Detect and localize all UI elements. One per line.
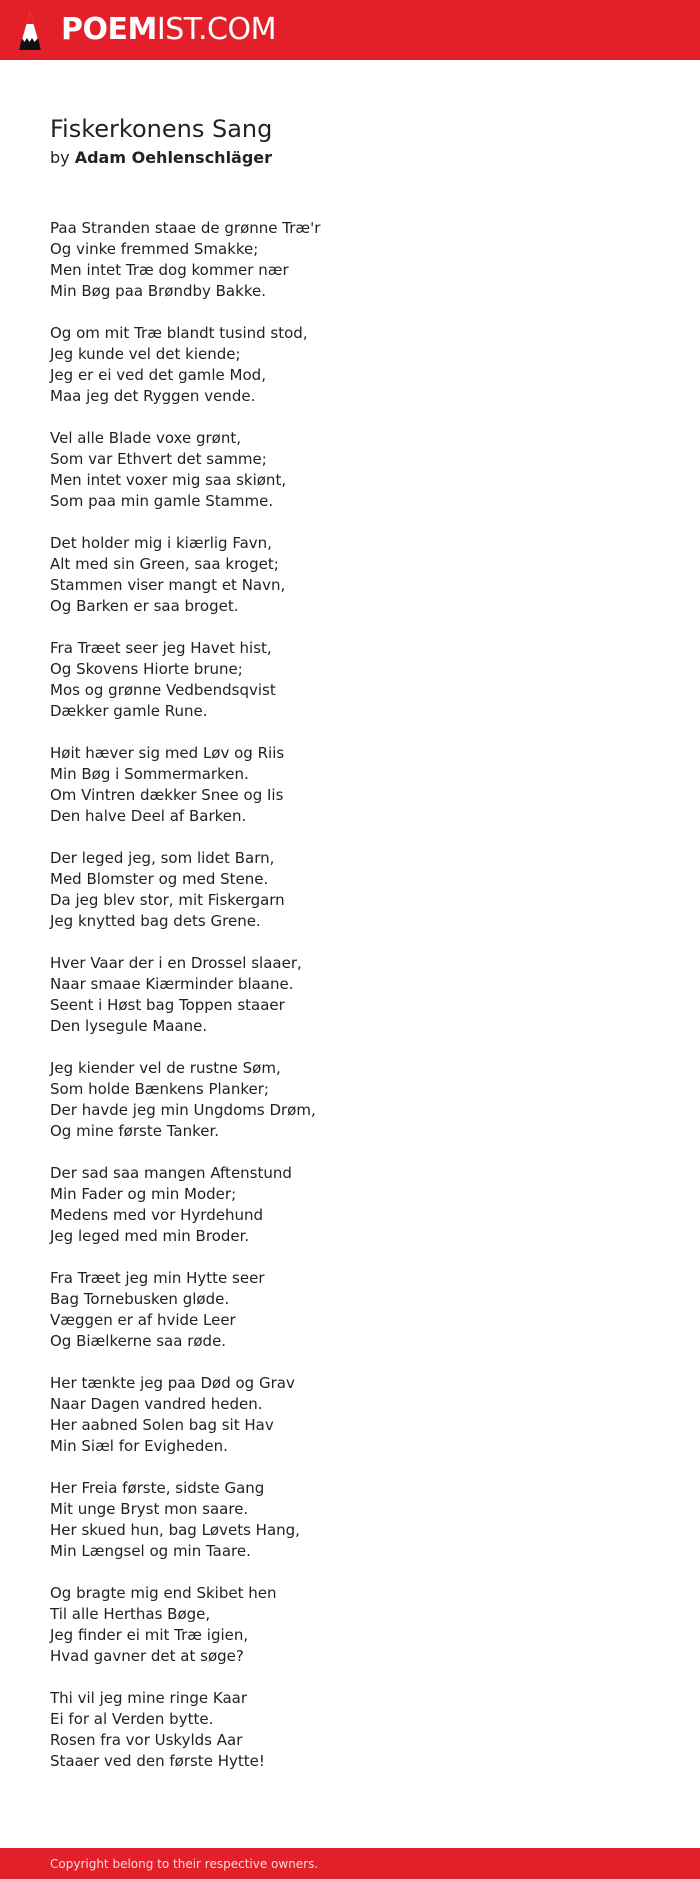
poem-line: Paa Stranden staae de grønne Træ'r [50,219,321,237]
poem-stanza [50,848,650,932]
pencil-tip-icon[interactable] [18,11,42,51]
poem-line: Men intet voxer mig saa skiønt, [50,471,287,489]
poem-stanza [50,1688,650,1772]
poem-title: Fiskerkonens Sang [50,115,273,143]
poem-line: Den halve Deel af Barken. [50,807,247,825]
poem-line: Dækker gamle Rune. [50,702,208,720]
poem-line: Jeg kunde vel det kiende; [50,345,241,363]
poem-line: Om Vintren dækker Snee og Iis [50,786,284,804]
site-footer [0,1848,700,1879]
poem-stanza [50,1478,650,1562]
poem-stanza [50,1058,650,1142]
poem-line: Bag Tornebusken gløde. [50,1290,230,1308]
poem-stanza [50,1373,650,1457]
poem-line: Min Længsel og min Taare. [50,1542,251,1560]
poem-line: Seent i Høst bag Toppen staaer [50,996,285,1014]
poem-stanza [50,533,650,617]
poem-line: Jeg er ei ved det gamle Mod, [50,366,266,384]
poem-line: Stammen viser mangt et Navn, [50,576,286,594]
poem-line: Mit unge Bryst mon saare. [50,1500,249,1518]
poem-stanza [50,1163,650,1247]
poem-author: Adam Oehlenschläger [74,148,273,167]
poem-line: Med Blomster og med Stene. [50,870,269,888]
poem-stanza [50,428,650,512]
poem-line: Høit hæver sig med Løv og Riis [50,744,285,762]
poem-line: Og Barken er saa broget. [50,597,239,615]
poem-stanza [50,953,650,1037]
poem-line: Hver Vaar der i en Drossel slaaer, [50,954,302,972]
poem-line: Staaer ved den første Hytte! [50,1752,265,1770]
poem-line: Min Fader og min Moder; [50,1185,237,1203]
poem-line: Naar Dagen vandred heden. [50,1395,263,1413]
site-logo[interactable] [61,11,276,49]
poem-line: Her skued hun, bag Løvets Hang, [50,1521,300,1539]
poem-line: Min Siæl for Evigheden. [50,1437,228,1455]
poem-line: Her aabned Solen bag sit Hav [50,1416,274,1434]
poem-line: Jeg kiender vel de rustne Søm, [50,1059,281,1077]
poem-line: Men intet Træ dog kommer nær [50,261,289,279]
poem-line: Da jeg blev stor, mit Fiskergarn [50,891,285,909]
poem-line: Jeg finder ei mit Træ igien, [50,1626,249,1644]
poem-stanza [50,638,650,722]
poem-line: Der havde jeg min Ungdoms Drøm, [50,1101,316,1119]
site-header [0,0,700,60]
poem-line: Og Biælkerne saa røde. [50,1332,227,1350]
poem-line: Og Skovens Hiorte brune; [50,660,243,678]
poem-byline [50,146,650,170]
poem-line: Og mine første Tanker. [50,1122,220,1140]
poem-body [50,218,650,1772]
poem-line: Her Freia første, sidste Gang [50,1479,265,1497]
poem-line: Der leged jeg, som lidet Barn, [50,849,275,867]
copyright-notice: Copyright belong to their respective owners. [50,1857,319,1871]
poem-line: Den lysegule Maane. [50,1017,208,1035]
poem-line: Min Bøg i Sommermarken. [50,765,249,783]
by-label: by [50,148,70,167]
poem-line: Jeg leged med min Broder. [50,1227,250,1245]
poem-line: Fra Træet jeg min Hytte seer [50,1269,265,1287]
poem-line: Thi vil jeg mine ringe Kaar [50,1689,248,1707]
poem-line: Som holde Bænkens Planker; [50,1080,269,1098]
poem-line: Alt med sin Green, saa kroget; [50,555,279,573]
poem-line: Og om mit Træ blandt tusind stod, [50,324,308,342]
poem-line: Naar smaae Kiærminder blaane. [50,975,294,993]
poem-line: Hvad gavner det at søge? [50,1647,244,1665]
poem-line: Rosen fra vor Uskylds Aar [50,1731,243,1749]
poem-stanza [50,323,650,407]
poem-stanza [50,1268,650,1352]
poem-line: Som var Ethvert det samme; [50,450,267,468]
poem-line: Fra Træet seer jeg Havet hist, [50,639,272,657]
poem-line: Min Bøg paa Brøndby Bakke. [50,282,266,300]
poem-line: Her tænkte jeg paa Død og Grav [50,1374,295,1392]
poem-line: Vel alle Blade voxe grønt, [50,429,241,447]
poem-line: Til alle Herthas Bøge, [50,1605,211,1623]
poem-line: Og vinke fremmed Smakke; [50,240,259,258]
poem-stanza [50,218,650,302]
logo-text-light: IST.COM [156,12,276,47]
logo-text-strong: POEM [61,12,157,47]
poem-stanza [50,1583,650,1667]
poem-line: Væggen er af hvide Leer [50,1311,236,1329]
poem-line: Der sad saa mangen Aftenstund [50,1164,292,1182]
poem-line: Medens med vor Hyrdehund [50,1206,263,1224]
poem-line: Maa jeg det Ryggen vende. [50,387,256,405]
poem-line: Som paa min gamle Stamme. [50,492,274,510]
poem-line: Mos og grønne Vedbendsqvist [50,681,276,699]
poem-line: Og bragte mig end Skibet hen [50,1584,277,1602]
poem-line: Jeg knytted bag dets Grene. [50,912,261,930]
poem-container [50,112,650,1793]
poem-line: Det holder mig i kiærlig Favn, [50,534,272,552]
poem-line: Ei for al Verden bytte. [50,1710,214,1728]
poem-stanza [50,743,650,827]
